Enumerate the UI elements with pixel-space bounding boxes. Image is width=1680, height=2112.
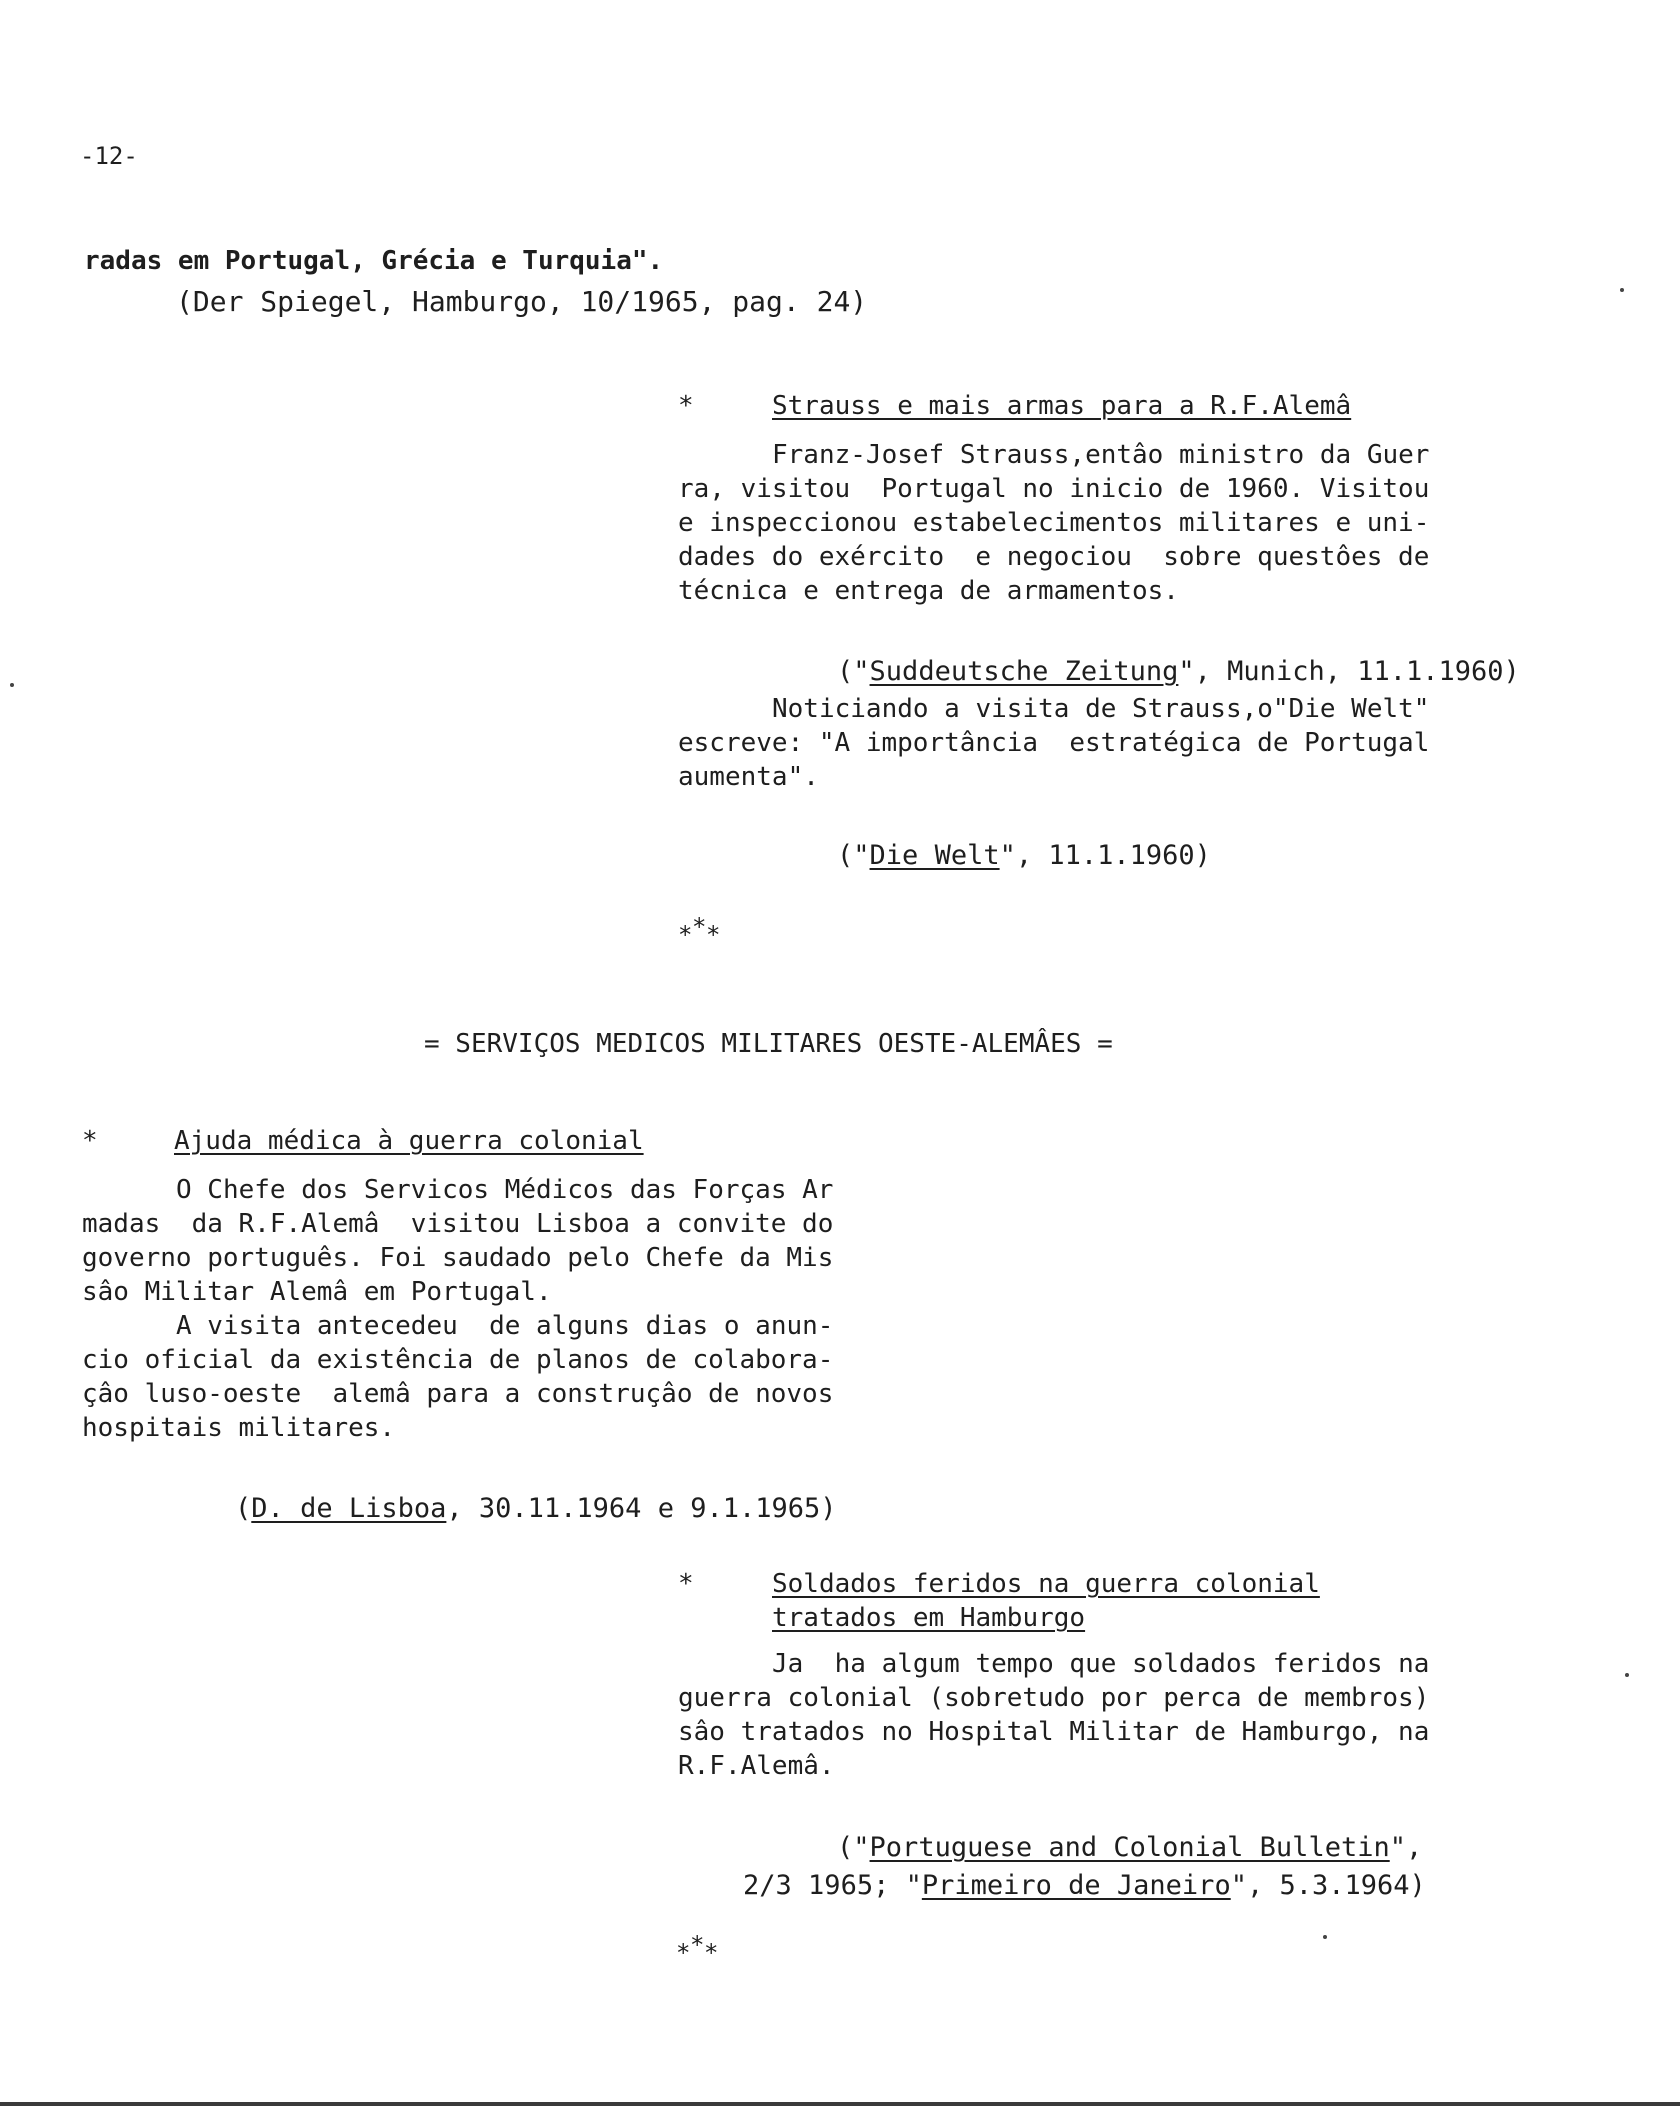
- soldados-heading-2: tratados em Hamburgo: [772, 1603, 1086, 1633]
- citation-rest: ", 11.1.1960): [999, 840, 1211, 871]
- ajuda-line-3: governo português. Foi saudado pelo Chefe da Mis: [82, 1243, 834, 1273]
- scan-speck: [1323, 1935, 1327, 1939]
- ajuda-line-8: hospitais militares.: [82, 1413, 396, 1443]
- soldados-line-3: sâo tratados no Hospital Militar de Hamburgo, na: [678, 1717, 1430, 1747]
- strauss-citation-2: [772, 805, 1211, 907]
- strauss-heading: Strauss e mais armas para a R.F.Alemâ: [772, 391, 1352, 421]
- soldados-bullet: *: [678, 1569, 694, 1599]
- citation-rest: , 30.11.1964 e 9.1.1965): [446, 1493, 837, 1524]
- citation-source: Primeiro de Janeiro: [921, 1870, 1231, 1901]
- soldados-heading-1: Soldados feridos na guerra colonial: [772, 1569, 1320, 1599]
- intro-line: radas em Portugal, Grécia e Turquia".: [84, 246, 664, 276]
- citation-start: 2/3 1965; ": [743, 1870, 922, 1901]
- ajuda-line-5: A visita antecedeu de alguns dias o anun-: [176, 1311, 834, 1341]
- citation-open: (": [837, 656, 870, 687]
- citation-source: D. de Lisboa: [251, 1493, 447, 1524]
- soldados-citation-2: [678, 1835, 1426, 1937]
- section-title: = SERVIÇOS MEDICOS MILITARES OESTE-ALEMÂES =: [424, 1029, 1113, 1059]
- citation-rest: ", Munich, 11.1.1960): [1178, 656, 1520, 687]
- citation-open: (": [837, 840, 870, 871]
- strauss-line-6: Noticiando a visita de Strauss,o"Die Welt": [772, 694, 1430, 724]
- strauss-line-8: aumenta".: [678, 762, 819, 792]
- strauss-line-7: escreve: "A importância estratégica de Portugal: [678, 728, 1430, 758]
- strauss-line-5: técnica e entrega de armamentos.: [678, 576, 1179, 606]
- ajuda-heading: Ajuda médica à guerra colonial: [174, 1126, 644, 1156]
- strauss-line-4: dades do exército e negociou sobre questôes de: [678, 542, 1430, 572]
- scan-speck: [1620, 288, 1624, 292]
- citation-source: Suddeutsche Zeitung: [869, 656, 1179, 687]
- soldados-line-2: guerra colonial (sobretudo por perca de membros): [678, 1683, 1430, 1713]
- ajuda-citation: [170, 1458, 837, 1560]
- soldados-line-4: R.F.Alemâ.: [678, 1751, 835, 1781]
- ajuda-line-7: çâo luso-oeste alemâ para a construçâo de novos: [82, 1379, 834, 1409]
- intro-citation: (Der Spiegel, Hamburgo, 10/1965, pag. 24): [176, 285, 868, 318]
- ajuda-line-4: sâo Militar Alemâ em Portugal.: [82, 1277, 552, 1307]
- citation-source: Die Welt: [869, 840, 1000, 871]
- strauss-line-1: Franz-Josef Strauss,entâo ministro da Guer: [772, 440, 1430, 470]
- scan-speck: [10, 683, 14, 687]
- citation-open: (": [837, 1832, 870, 1863]
- scan-speck: [1625, 1673, 1629, 1677]
- ajuda-line-6: cio oficial da existência de planos de colabora-: [82, 1345, 834, 1375]
- citation-rest: ", 5.3.1964): [1230, 1870, 1426, 1901]
- strauss-bullet: *: [678, 391, 694, 421]
- citation-rest: ",: [1389, 1832, 1423, 1863]
- citation-open: (: [235, 1493, 252, 1524]
- bottom-edge-rule: [0, 2102, 1680, 2106]
- ajuda-line-2: madas da R.F.Alemâ visitou Lisboa a convite do: [82, 1209, 834, 1239]
- separator-stars: * * *: [676, 1931, 719, 1967]
- strauss-line-3: e inspeccionou estabelecimentos militares e uni-: [678, 508, 1430, 538]
- soldados-line-1: Ja ha algum tempo que soldados feridos na: [772, 1649, 1430, 1679]
- strauss-line-2: ra, visitou Portugal no inicio de 1960. Visitou: [678, 474, 1430, 504]
- separator-stars: * * *: [678, 913, 721, 949]
- page-number: -12-: [80, 142, 138, 170]
- ajuda-line-1: O Chefe dos Servicos Médicos das Forças Ar: [176, 1175, 834, 1205]
- citation-source: Portuguese and Colonial Bulletin: [869, 1832, 1390, 1863]
- ajuda-bullet: *: [82, 1126, 98, 1156]
